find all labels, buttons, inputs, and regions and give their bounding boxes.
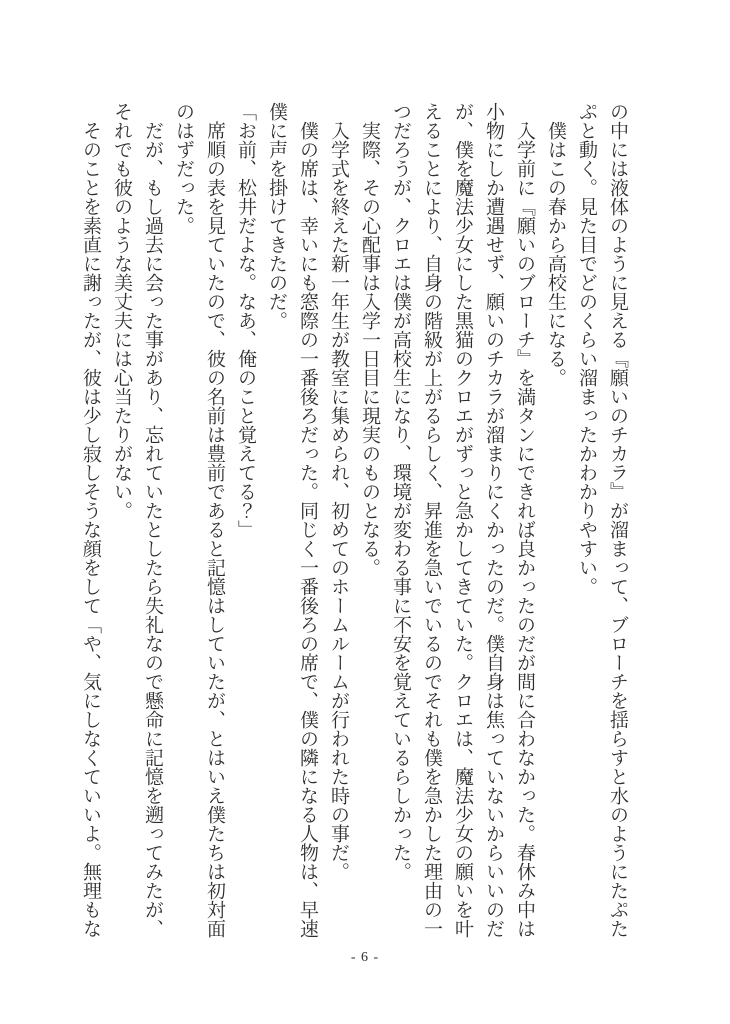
- novel-text-block: [75, 102, 633, 940]
- paragraph: 僕の席は、幸いにも窓際の一番後ろだった。同じく一番後ろの席で、僕の隣になる人物は、早速僕に声を掛けてきたのだ。: [266, 102, 318, 938]
- paragraph-dialogue: 「お前、松井だよな。なあ、俺のこと覚えてる？」: [235, 102, 256, 539]
- paragraph: そのことを素直に謝ったが、彼は少し寂しそうな顔をして「や、気にしなくていいよ。無理もな: [80, 121, 101, 938]
- page-number: - 6 -: [350, 950, 380, 965]
- paragraph: の中には液体のように見える『願いのチカラ』が溜まって、ブローチを揺らすと水のようにたぷたぷと動く。見た目でどのくらい溜まったかわかりやすい。: [576, 102, 628, 938]
- paragraph: 席順の表を見ていたので、彼の名前は豊前であると記憶はしていたが、とはいえ僕たちは初対面のはずだった。: [173, 102, 225, 938]
- paragraph: だが、もし過去に会った事があり、忘れていたとしたら失礼なので懸命に記憶を遡ってみたが、それでも彼のような美丈夫には心当たりがない。: [111, 102, 163, 938]
- paragraph: 入学前に『願いのブローチ』を満タンにできれば良かったのだが間に合わなかった。春休み中は小物にしか遭遇せず、願いのチカラが溜まりにくかったのだ。僕自身は焦っていないからいいのだが、僕を魔法少女にした黒猫のクロエがずっと急かしてきていた。クロエは、魔法少女の願いを叶えることにより、自身の階級が上がるらしく、昇進を急いでいるのでそれも僕を急かした理由の一つだろうが、クロエは僕が高校生になり、環境が変わる事に不安を覚えているらしかった。: [390, 102, 535, 938]
- paragraph: 僕はこの春から高校生になる。: [545, 121, 566, 387]
- paragraph: 実際、その心配事は入学一日目に現実のものとなる。: [359, 121, 380, 577]
- paragraph: 入学式を終えた新一年生が教室に集められ、初めてのホームルームが行われた時の事だ。: [328, 121, 349, 881]
